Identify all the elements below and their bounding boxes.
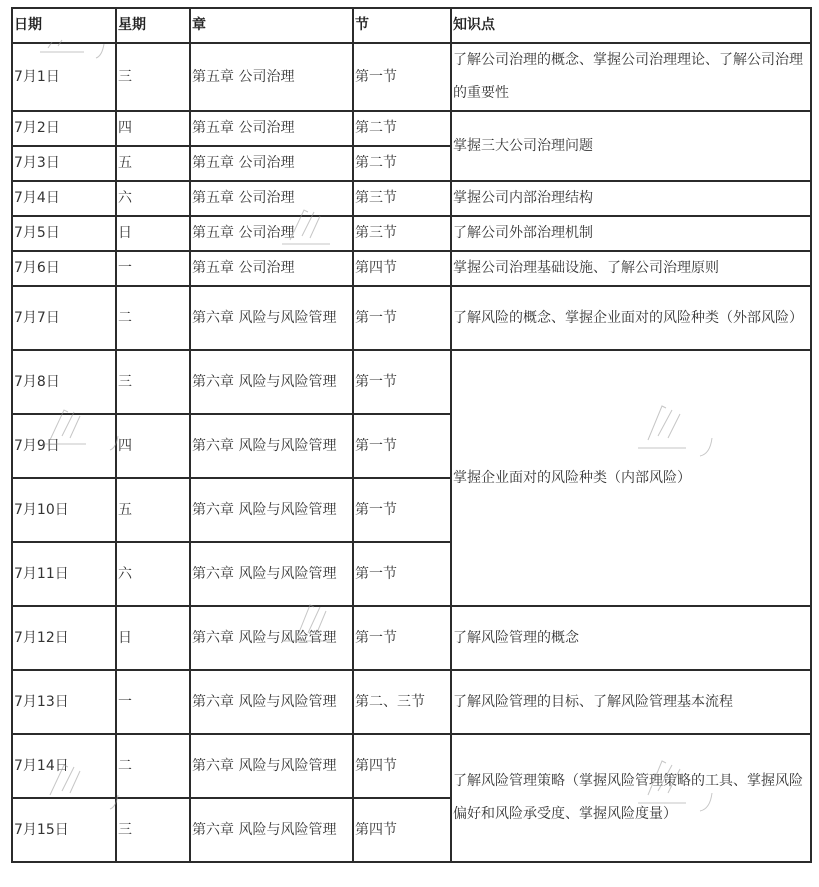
cell-section: 第二节	[353, 146, 451, 181]
cell-section: 第三节	[353, 216, 451, 251]
header-section: 节	[353, 8, 451, 43]
cell-chapter: 第六章 风险与风险管理	[190, 542, 353, 606]
cell-chapter: 第六章 风险与风险管理	[190, 478, 353, 542]
header-weekday: 星期	[116, 8, 190, 43]
cell-date: 7月12日	[12, 606, 116, 670]
cell-date: 7月11日	[12, 542, 116, 606]
cell-date: 7月8日	[12, 350, 116, 414]
cell-chapter: 第六章 风险与风险管理	[190, 350, 353, 414]
cell-date: 7月14日	[12, 734, 116, 798]
cell-weekday: 五	[116, 478, 190, 542]
table-row	[12, 43, 811, 111]
cell-chapter: 第六章 风险与风险管理	[190, 798, 353, 862]
cell-knowledge: 了解公司外部治理机制	[451, 216, 811, 251]
cell-date: 7月1日	[12, 43, 116, 111]
header-chapter: 章	[190, 8, 353, 43]
cell-chapter: 第五章 公司治理	[190, 216, 353, 251]
cell-knowledge: 了解风险管理的概念	[451, 606, 811, 670]
cell-section: 第一节	[353, 286, 451, 350]
cell-date: 7月5日	[12, 216, 116, 251]
cell-chapter: 第六章 风险与风险管理	[190, 670, 353, 734]
cell-weekday: 三	[116, 43, 190, 111]
cell-chapter: 第六章 风险与风险管理	[190, 414, 353, 478]
cell-date: 7月7日	[12, 286, 116, 350]
cell-section: 第一节	[353, 606, 451, 670]
header-knowledge: 知识点	[451, 8, 811, 43]
cell-knowledge: 掌握公司治理基础设施、了解公司治理原则	[451, 251, 811, 286]
cell-section: 第三节	[353, 181, 451, 216]
cell-weekday: 四	[116, 414, 190, 478]
table-row	[12, 216, 811, 251]
cell-chapter: 第五章 公司治理	[190, 181, 353, 216]
cell-knowledge: 了解公司治理的概念、掌握公司治理理论、了解公司治理的重要性	[451, 43, 811, 111]
table-row	[12, 734, 811, 798]
cell-date: 7月4日	[12, 181, 116, 216]
cell-knowledge: 掌握企业面对的风险种类（内部风险）	[451, 350, 811, 606]
cell-knowledge: 掌握三大公司治理问题	[451, 111, 811, 181]
cell-weekday: 日	[116, 216, 190, 251]
cell-section: 第一节	[353, 350, 451, 414]
cell-date: 7月13日	[12, 670, 116, 734]
table-row	[12, 350, 811, 414]
cell-section: 第四节	[353, 734, 451, 798]
cell-section: 第一节	[353, 478, 451, 542]
cell-weekday: 六	[116, 181, 190, 216]
header-row	[12, 8, 811, 43]
cell-weekday: 日	[116, 606, 190, 670]
cell-section: 第一节	[353, 414, 451, 478]
cell-section: 第四节	[353, 798, 451, 862]
cell-date: 7月2日	[12, 111, 116, 146]
table-row	[12, 606, 811, 670]
cell-date: 7月6日	[12, 251, 116, 286]
cell-section: 第二节	[353, 111, 451, 146]
cell-knowledge: 了解风险管理的目标、了解风险管理基本流程	[451, 670, 811, 734]
header-date: 日期	[12, 8, 116, 43]
cell-date: 7月3日	[12, 146, 116, 181]
cell-chapter: 第五章 公司治理	[190, 111, 353, 146]
cell-knowledge: 了解风险的概念、掌握企业面对的风险种类（外部风险）	[451, 286, 811, 350]
cell-section: 第一节	[353, 43, 451, 111]
table-row	[12, 111, 811, 146]
cell-weekday: 五	[116, 146, 190, 181]
cell-chapter: 第六章 风险与风险管理	[190, 606, 353, 670]
cell-weekday: 二	[116, 286, 190, 350]
cell-date: 7月9日	[12, 414, 116, 478]
cell-weekday: 一	[116, 670, 190, 734]
table-row	[12, 181, 811, 216]
table-row	[12, 286, 811, 350]
cell-weekday: 四	[116, 111, 190, 146]
table-row	[12, 670, 811, 734]
cell-weekday: 三	[116, 350, 190, 414]
cell-date: 7月10日	[12, 478, 116, 542]
cell-section: 第二、三节	[353, 670, 451, 734]
cell-knowledge: 掌握公司内部治理结构	[451, 181, 811, 216]
cell-knowledge: 了解风险管理策略（掌握风险管理策略的工具、掌握风险偏好和风险承受度、掌握风险度量）	[451, 734, 811, 862]
study-schedule-table	[11, 7, 812, 863]
cell-weekday: 三	[116, 798, 190, 862]
cell-date: 7月15日	[12, 798, 116, 862]
cell-weekday: 一	[116, 251, 190, 286]
cell-chapter: 第五章 公司治理	[190, 251, 353, 286]
cell-weekday: 二	[116, 734, 190, 798]
cell-chapter: 第六章 风险与风险管理	[190, 734, 353, 798]
cell-weekday: 六	[116, 542, 190, 606]
cell-chapter: 第六章 风险与风险管理	[190, 286, 353, 350]
cell-chapter: 第五章 公司治理	[190, 43, 353, 111]
cell-chapter: 第五章 公司治理	[190, 146, 353, 181]
cell-section: 第一节	[353, 542, 451, 606]
cell-section: 第四节	[353, 251, 451, 286]
table-row	[12, 251, 811, 286]
